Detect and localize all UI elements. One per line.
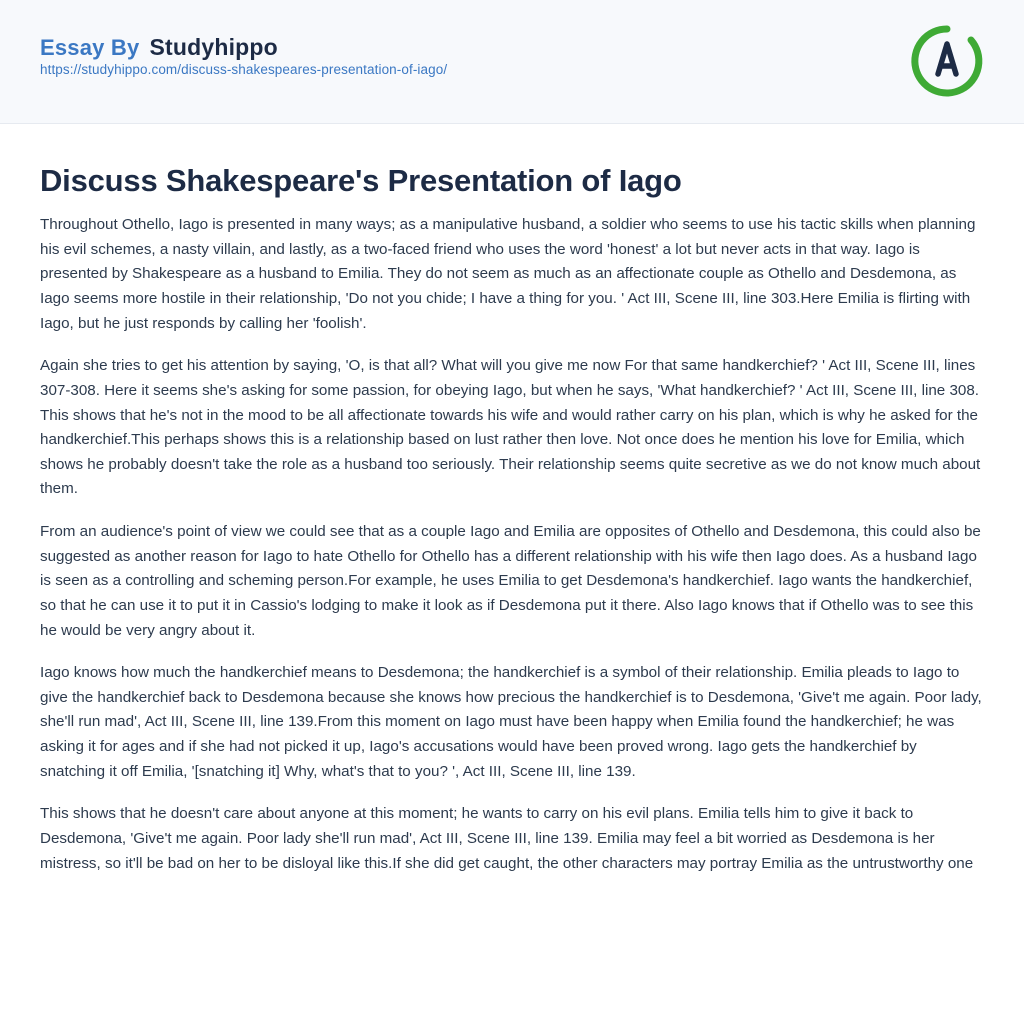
brand-primary-text: Essay By: [40, 35, 140, 60]
article-paragraph: This shows that he doesn't care about anyone at this moment; he wants to carry on his evil plans. Emilia tells him to give it back to Desdemona, 'Give't me again. Poor lady she'll run mad', Act III, Scene III, line 139. Emilia may feel a bit worried as Desdemona is her mistress, so it'll be bad on her to be disloyal like this.If she did get caught, the other characters may portray Emilia as the untrustworthy one: [40, 805, 974, 872]
article-paragraph: Throughout Othello, Iago is presented in many ways; as a manipulative husband, a soldier who seems to use his tactic skills when planning his evil schemes, a nasty villain, and lastly, as a two-faced friend who uses the word 'honest' a lot but never acts in that way. Iago is presented by Shakespeare as a husband to Emilia. They do not seem as much as an affectionate couple as Othello and Desdemona, as Iago seems more hostile in their relationship, 'Do not you chide; I have a thing for you. ' Act III, Scene III, line 303.Here Emilia is flirting with Iago, but he just responds by calling her 'foolish'.: [40, 216, 976, 332]
brand-secondary-text: Studyhippo: [149, 34, 278, 60]
article-paragraph: From an audience's point of view we could see that as a couple Iago and Emilia are opposites of Othello and Desdemona, this could also be suggested as another reason for Iago to hate Othello for Othello has a different relationship with his wife then Iago does. As a husband Iago is seen as a controlling and scheming person.For example, he uses Emilia to get Desdemona's handkerchief. Iago wants the handkerchief, so that he can use it to put it in Cassio's lodging to make it look as if Desdemona put it there. Also Iago knows that if Othello was to see this he would be very angry about it.: [40, 523, 981, 639]
article-paragraph: Iago knows how much the handkerchief means to Desdemona; the handkerchief is a symbol of their relationship. Emilia pleads to Iago to give the handkerchief back to Desdemona because she knows how precious the handkerchief is to Desdemona, 'Give't me again. Poor lady, she'll run mad', Act III, Scene III, line 139.From this moment on Iago must have been happy when Emilia found the handkerchief; he was asking it for ages and if she had not picked it up, Iago's accusations would have been proved wrong. Iago gets the handkerchief by snatching it off Emilia, '[snatching it] Why, what's that to you? ', Act III, Scene III, line 139.: [40, 664, 982, 780]
brand: [40, 34, 984, 61]
source-url-link[interactable]: https://studyhippo.com/discuss-shakespeares-presentation-of-iago/: [40, 62, 448, 77]
article-paragraph: Again she tries to get his attention by saying, 'O, is that all? What will you give me now For that same handkerchief? ' Act III, Scene III, lines 307-308. Here it seems she's asking for some passion, for obeying Iago, but when he says, 'What handkerchief? ' Act III, Scene III, line 308. This shows that he's not in the mood to be all affectionate towards his wife and would rather carry on his plan, which is why he asked for the handkerchief.This perhaps shows this is a relationship based on lust rather then love. Not once does he mention his love for Emilia, which shows he probably doesn't take the role as a husband too seriously. Their relationship seems quite secretive as we do not know much about them.: [40, 357, 981, 498]
site-header: [0, 0, 1024, 124]
article-content: [0, 124, 1024, 896]
studyhippo-circle-logo-icon: [908, 22, 986, 100]
page-title: Discuss Shakespeare's Presentation of Iago: [40, 163, 682, 198]
